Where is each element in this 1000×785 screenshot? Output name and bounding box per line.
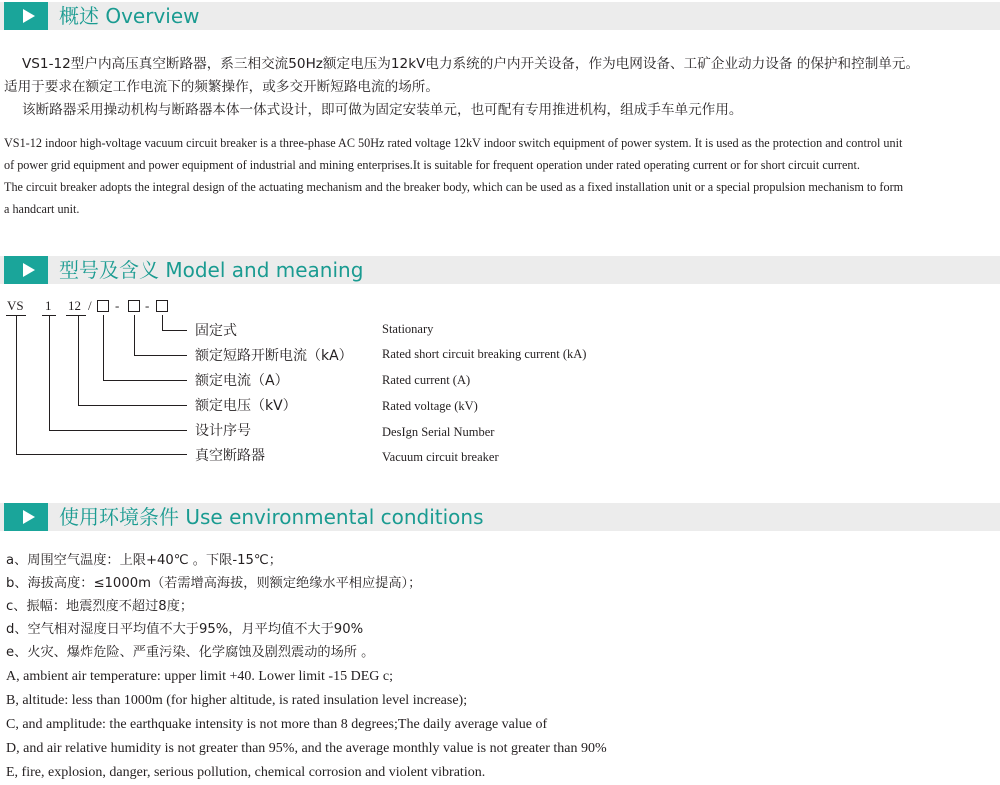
code-slash: / xyxy=(88,298,92,313)
environment-header xyxy=(0,503,1000,531)
underline-twelve xyxy=(66,315,86,316)
code-box-stationary xyxy=(156,300,168,312)
environment-title: 使用环境条件 Use environmental conditions xyxy=(59,505,484,529)
overview-title: 概述 Overview xyxy=(59,4,200,28)
environment-cn-d: d、空气相对湿度日平均值不大于95%，月平均值不大于90% xyxy=(6,622,364,637)
play-triangle-icon xyxy=(4,256,48,284)
overview-en-line-4: a handcart unit. xyxy=(4,202,80,216)
model-item-design-en: DesIgn Serial Number xyxy=(382,425,495,439)
overview-cn-line-2: 适用于要求在额定工作电流下的频繁操作，或多交开断短路电流的场所。 xyxy=(4,79,439,95)
overview-en-line-3: The circuit breaker adopts the integral design of the actuating mechanism and the breaker body, which can be used as a fixed installation unit or a special propulsion mechanism to form xyxy=(4,180,904,194)
model-item-breaking-cn: 额定短路开断电流（kA） xyxy=(195,348,353,364)
environment-cn-e: e、火灾、爆炸危险、严重污染、化学腐蚀及剧烈震动的场所 。 xyxy=(6,645,375,660)
environment-en-e: E, fire, explosion, danger, serious pollution, chemical corrosion and violent vibration. xyxy=(6,765,486,780)
code-dash-2: - xyxy=(145,298,150,313)
code-box-current xyxy=(97,300,109,312)
model-item-voltage-en: Rated voltage (kV) xyxy=(382,399,478,413)
model-item-current-en: Rated current (A) xyxy=(382,373,471,387)
environment-en-c: C, and amplitude: the earthquake intensity is not more than 8 degrees;The daily average value of xyxy=(6,717,548,732)
model-title: 型号及含义 Model and meaning xyxy=(59,258,364,282)
code-box-breaking xyxy=(128,300,140,312)
model-item-current-cn: 额定电流（A） xyxy=(195,373,289,389)
code-voltage: 12 xyxy=(68,298,81,313)
environment-cn-a: a、周围空气温度：上限+40℃ 。下限-15℃； xyxy=(6,553,282,568)
code-dash-1: - xyxy=(115,298,120,313)
model-item-breaking-en: Rated short circuit breaking current (kA) xyxy=(382,347,587,361)
overview-cn-line-3: 该断路器采用操动机构与断路器本体一体式设计，即可做为固定安装单元，也可配有专用推进机构，组成手车单元作用。 xyxy=(22,102,743,118)
play-triangle-icon xyxy=(4,503,48,531)
code-design: 1 xyxy=(45,298,52,313)
model-item-stationary-en: Stationary xyxy=(382,322,434,336)
overview-header xyxy=(0,2,1000,30)
play-triangle-icon xyxy=(4,2,48,30)
overview-cn-line-1: VS1-12型户内高压真空断路器，系三相交流50Hz额定电压为12kV电力系统的户内开关设备，作为电网设备、工矿企业动力设备 的保护和控制单元。 xyxy=(22,56,920,72)
environment-en-b: B, altitude: less than 1000m (for higher altitude, is rated insulation level increase); xyxy=(6,693,468,708)
overview-en-line-2: of power grid equipment and power equipment of industrial and mining enterprises.It is suitable for frequent operation under rated operating current or for short circuit current. xyxy=(4,158,860,172)
model-item-stationary-cn: 固定式 xyxy=(195,323,237,339)
code-vs: VS xyxy=(7,298,24,313)
environment-cn-c: c、振幅：地震烈度不超过8度； xyxy=(6,599,194,614)
environment-cn-b: b、海拔高度：≤1000m（若需增高海拔，则额定绝缘水平相应提高）； xyxy=(6,576,422,591)
model-item-vacuum-en: Vacuum circuit breaker xyxy=(382,450,499,464)
model-header xyxy=(0,256,1000,284)
model-item-vacuum-cn: 真空断路器 xyxy=(195,448,265,464)
environment-en-a: A, ambient air temperature: upper limit +40. Lower limit -15 DEG c; xyxy=(6,669,393,684)
overview-en-line-1: VS1-12 indoor high-voltage vacuum circuit breaker is a three-phase AC 50Hz rated voltage 12kV indoor switch equipment of power system. It is used as the protection and control unit xyxy=(4,136,903,150)
model-item-voltage-cn: 额定电压（kV） xyxy=(195,398,297,414)
environment-en-d: D, and air relative humidity is not greater than 95%, and the average monthly value is not greater than 90% xyxy=(6,741,607,756)
model-item-design-cn: 设计序号 xyxy=(195,423,251,439)
